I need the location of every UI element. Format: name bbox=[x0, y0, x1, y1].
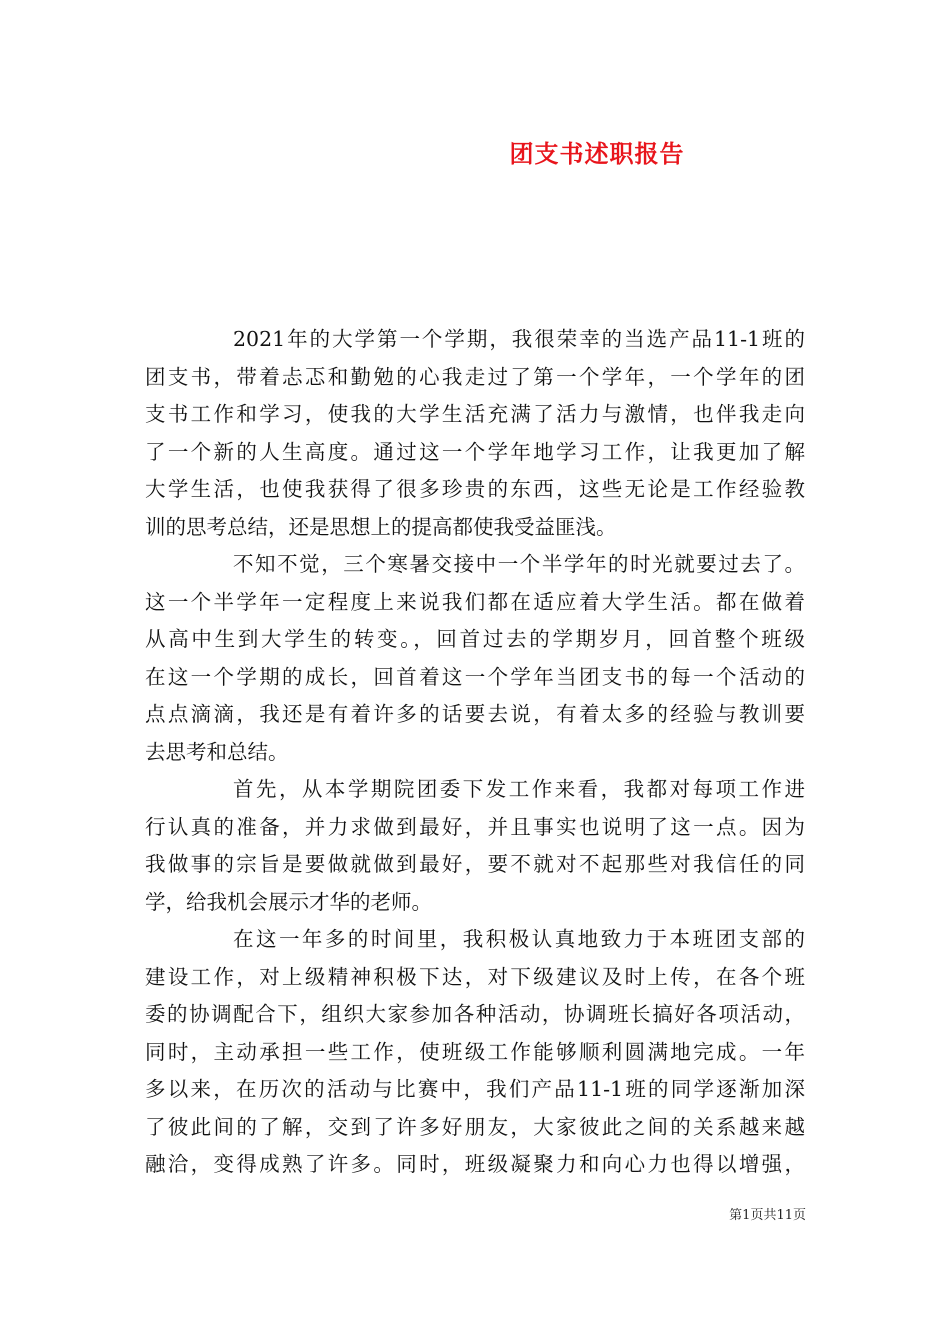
paragraph bbox=[145, 321, 805, 546]
text-line: 从高中生到大学生的转变。，回首过去的学期岁月，回首整个班级 bbox=[145, 627, 805, 651]
text-line: 不知不觉，三个寒暑交接中一个半学年的时光就要过去了。 bbox=[233, 552, 805, 576]
document-title: 团支书述职报告 bbox=[509, 139, 685, 168]
text-line: 大学生活，也使我获得了很多珍贵的东西，这些无论是工作经验教 bbox=[145, 477, 805, 501]
text-line: 训的思考总结，还是思想上的提高都使我受益匪浅。 bbox=[145, 514, 617, 539]
text-line: 委的协调配合下，组织大家参加各种活动，协调班长搞好各项活动， bbox=[145, 1002, 805, 1026]
paragraph bbox=[145, 546, 805, 771]
text-line: 融洽，变得成熟了许多。同时，班级凝聚力和向心力也得以增强， bbox=[145, 1152, 805, 1176]
text-line: 去思考和总结。 bbox=[145, 739, 289, 764]
text-line: 了一个新的人生高度。通过这一个学年地学习工作，让我更加了解 bbox=[145, 439, 805, 464]
document-body bbox=[145, 321, 805, 1184]
text-line: 同时，主动承担一些工作，使班级工作能够顺利圆满地完成。一年 bbox=[145, 1039, 805, 1064]
text-line: 了彼此间的了解，交到了许多好朋友，大家彼此之间的关系越来越 bbox=[145, 1114, 805, 1139]
paragraph bbox=[145, 771, 805, 921]
text-line: 我做事的宗旨是要做就做到最好，要不就对不起那些对我信任的同 bbox=[145, 852, 805, 876]
text-line: 在这一个学期的成长，回首着这一个学年当团支书的每一个活动的 bbox=[145, 664, 805, 689]
page-number: 第1页共11页 bbox=[729, 1208, 806, 1223]
text-line: 在这一年多的时间里，我积极认真地致力于本班团支部的 bbox=[233, 927, 805, 951]
text-line: 多以来，在历次的活动与比赛中，我们产品11-1班的同学逐渐加深 bbox=[145, 1077, 805, 1101]
text-line: 建设工作，对上级精神积极下达，对下级建议及时上传，在各个班 bbox=[145, 964, 805, 989]
text-line: 学，给我机会展示才华的老师。 bbox=[145, 889, 432, 914]
text-line: 支书工作和学习，使我的大学生活充满了活力与激情，也伴我走向 bbox=[145, 402, 805, 426]
paragraph bbox=[145, 921, 805, 1184]
text-line: 首先，从本学期院团委下发工作来看，我都对每项工作进 bbox=[233, 777, 805, 801]
text-line: 团支书，带着忐忑和勤勉的心我走过了第一个学年，一个学年的团 bbox=[145, 364, 805, 389]
text-line: 这一个半学年一定程度上来说我们都在适应着大学生活。都在做着 bbox=[145, 589, 805, 614]
text-line: 行认真的准备，并力求做到最好，并且事实也说明了这一点。因为 bbox=[145, 814, 805, 839]
text-line: 2021年的大学第一个学期，我很荣幸的当选产品11-1班的 bbox=[233, 327, 805, 351]
text-line: 点点滴滴，我还是有着许多的话要去说，有着太多的经验与教训要 bbox=[145, 702, 805, 726]
